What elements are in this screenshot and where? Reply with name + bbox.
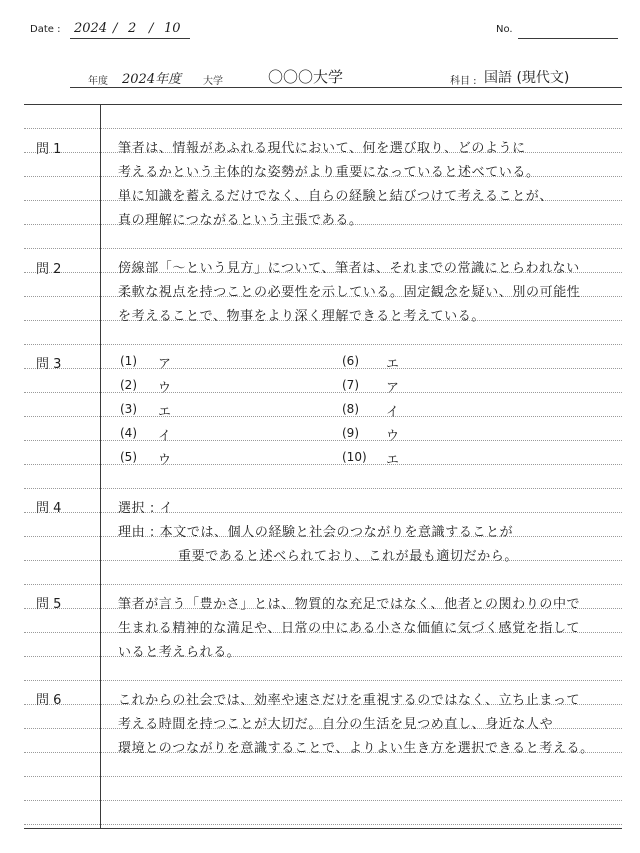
date-year: 2024 — [74, 21, 108, 36]
answer-line: 考えるかという主体的な姿勢がより重要になっていると述べている。 — [118, 165, 540, 180]
date-month: 2 — [128, 21, 137, 36]
answer-line: を考えることで、物事をより深く理解できると考えている。 — [118, 309, 485, 324]
answer-line: 選択 : イ — [118, 501, 174, 516]
question-label: 問 3 — [36, 357, 62, 372]
answer-line: 理由 : 本文では、個人の経験と社会のつながりを意識することが — [118, 525, 514, 540]
answer-line: 環境とのつながりを意識することで、よりよい生き方を選択できると考える。 — [118, 741, 594, 756]
ruled-line — [24, 656, 622, 657]
date-underline — [70, 38, 190, 39]
choice-answer: イ — [158, 429, 172, 444]
question-label: 問 5 — [36, 597, 62, 612]
nendo-label: 年度 — [88, 76, 108, 87]
answer-line: 筆者が言う「豊かさ」とは、物質的な充足ではなく、他者との関わりの中で — [118, 597, 581, 612]
margin-line — [100, 104, 101, 829]
ruled-line — [24, 464, 622, 465]
top-rule — [24, 104, 622, 105]
ruled-line — [24, 368, 622, 369]
answer-line: 傍線部「〜という見方」について、筆者は、それまでの常識にとらわれない — [118, 261, 580, 276]
choice-number: (9) — [342, 426, 359, 440]
choice-answer: ウ — [158, 381, 172, 396]
choice-number: (3) — [120, 402, 137, 416]
ruled-line — [24, 512, 622, 513]
date-day: 10 — [164, 21, 181, 36]
ruled-line — [24, 344, 622, 345]
date-separator: / — [113, 21, 118, 36]
ruled-line — [24, 128, 622, 129]
ruled-line — [24, 488, 622, 489]
answer-line: 単に知識を蓄えるだけでなく、自らの経験と結びつけて考えることが、 — [118, 189, 553, 204]
choice-number: (7) — [342, 378, 359, 392]
date-label: Date : — [30, 24, 61, 35]
choice-number: (8) — [342, 402, 359, 416]
subject-label: 科目 : — [450, 76, 477, 87]
answer-line: 考える時間を持つことが大切だ。自分の生活を見つめ直し、身近な人や — [118, 717, 554, 732]
subject-value: 国語 (現代文) — [484, 70, 570, 86]
choice-number: (2) — [120, 378, 137, 392]
ruled-line — [24, 824, 622, 825]
ruled-line — [24, 800, 622, 801]
answer-line: 生まれる精神的な満足や、日常の中にある小さな価値に気づく感覚を指して — [118, 621, 581, 636]
answer-line: 筆者は、情報があふれる現代において、何を選び取り、どのように — [118, 141, 526, 156]
ruled-line — [24, 392, 622, 393]
choice-number: (1) — [120, 354, 137, 368]
choice-number: (6) — [342, 354, 359, 368]
university-value: 〇〇〇大学 — [268, 68, 344, 86]
nendo-value: 2024年度 — [122, 72, 182, 87]
university-label: 大学 — [203, 76, 223, 87]
bottom-rule — [24, 828, 622, 829]
answer-line: 真の理解につながるという主張である。 — [118, 213, 363, 228]
question-label: 問 4 — [36, 501, 62, 516]
choice-number: (10) — [342, 450, 367, 464]
choice-answer: エ — [158, 405, 172, 420]
question-label: 問 2 — [36, 262, 62, 277]
ruled-line — [24, 776, 622, 777]
date-separator: / — [149, 21, 154, 36]
number-label: No. — [496, 24, 513, 35]
choice-answer: エ — [386, 357, 400, 372]
ruled-line — [24, 584, 622, 585]
choice-answer: ア — [158, 357, 172, 372]
choice-number: (5) — [120, 450, 137, 464]
question-label: 問 6 — [36, 693, 62, 708]
choice-answer: ウ — [158, 453, 172, 468]
answer-line: いると考えられる。 — [118, 645, 241, 660]
choice-answer: ウ — [386, 429, 400, 444]
choice-number: (4) — [120, 426, 137, 440]
ruled-line — [24, 416, 622, 417]
answer-line: これからの社会では、効率や速さだけを重視するのではなく、立ち止まって — [118, 693, 581, 708]
answer-line: 重要であると述べられており、これが最も適切だから。 — [178, 549, 519, 564]
question-label: 問 1 — [36, 142, 62, 157]
number-underline — [518, 38, 618, 39]
ruled-line — [24, 440, 622, 441]
choice-answer: エ — [386, 453, 400, 468]
ruled-line — [24, 680, 622, 681]
header-underline — [70, 87, 622, 88]
choice-answer: ア — [386, 381, 400, 396]
choice-answer: イ — [386, 405, 400, 420]
ruled-line — [24, 248, 622, 249]
answer-line: 柔軟な視点を持つことの必要性を示している。固定観念を疑い、別の可能性 — [118, 285, 581, 300]
